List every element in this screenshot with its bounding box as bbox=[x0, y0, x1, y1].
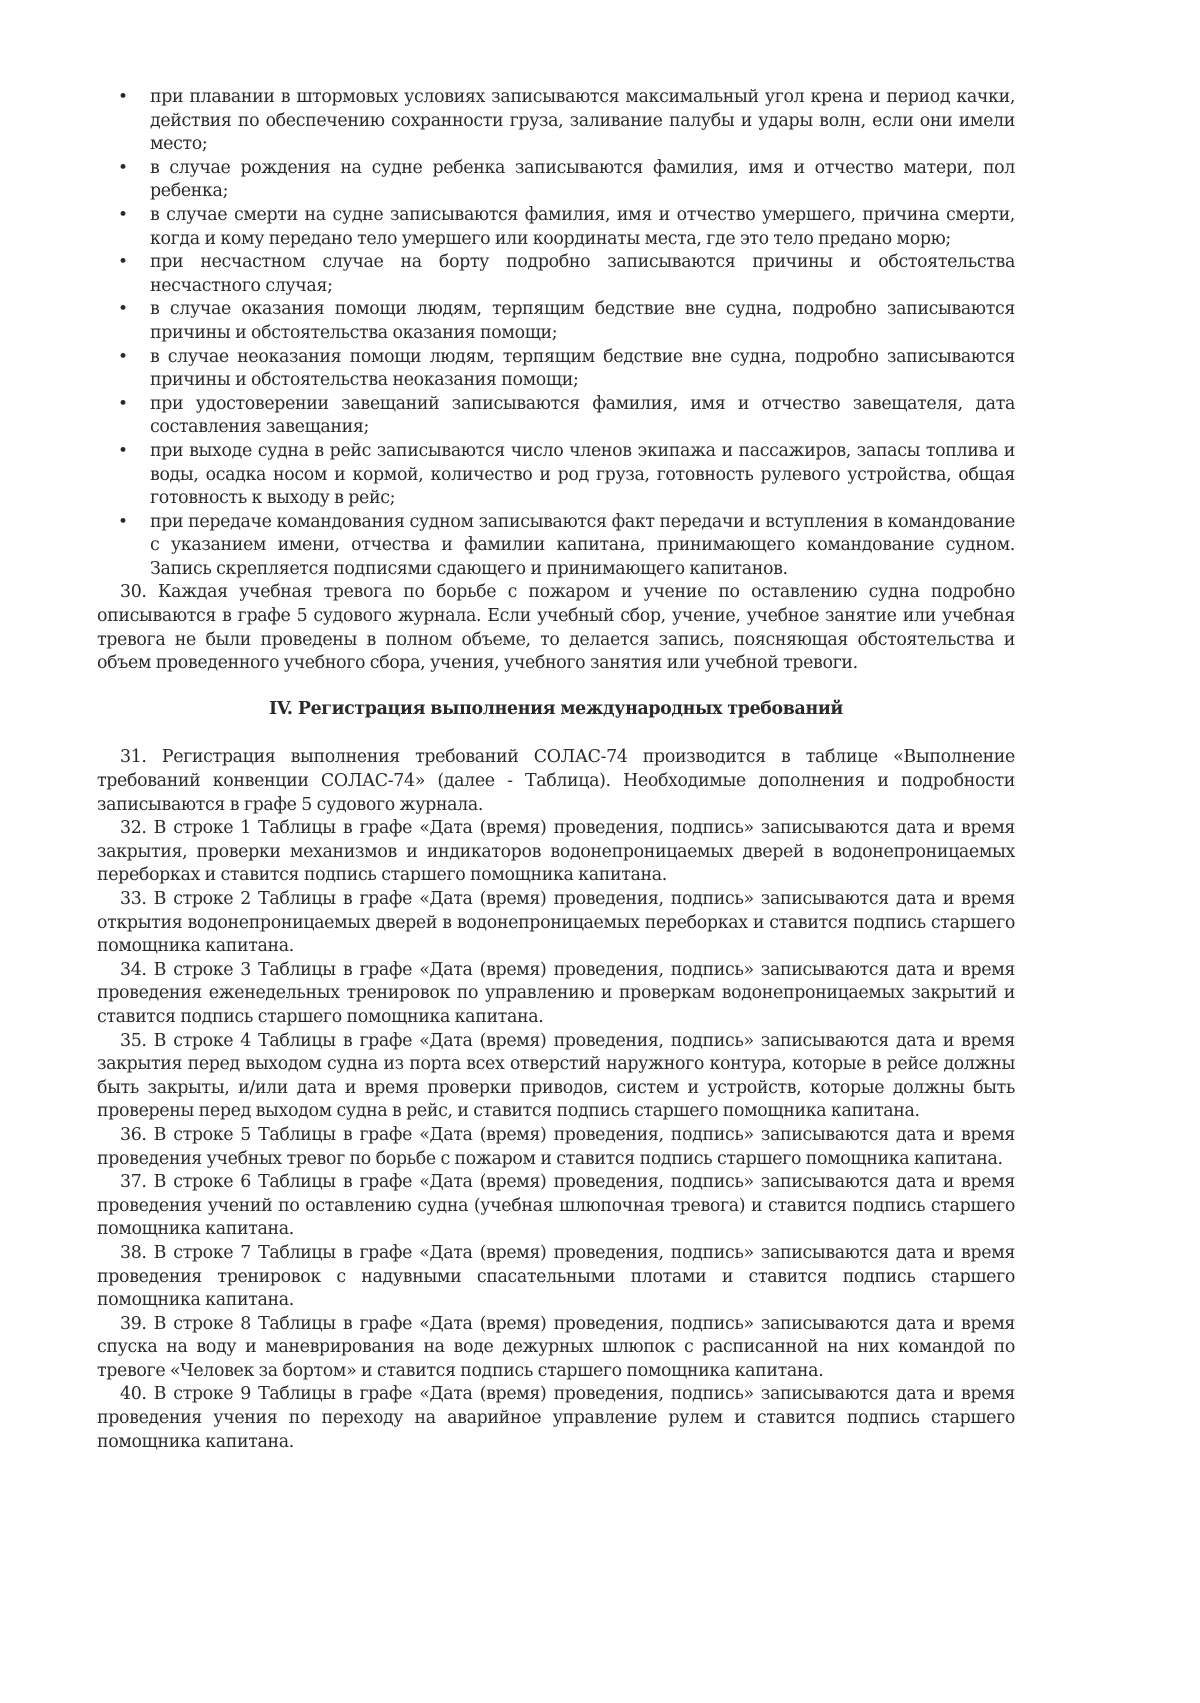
bullet-icon: • bbox=[118, 157, 128, 178]
paragraph-30: 30. Каждая учебная тревога по борьбе с пожаром и учение по оставлению судна подробно описываются в графе 5 судового журнала. Если учебный сбор, учение, учебное занятие или учебная тревога не были проведены в полном объеме, то делается запись, поясняющая обстоятельства и объем проведенного учебного сбора, учения, учебного занятия или учебной тревоги. bbox=[97, 582, 1015, 674]
list-item bbox=[97, 511, 1015, 582]
list-item bbox=[97, 393, 1015, 440]
paragraph-32: 32. В строке 1 Таблицы в графе «Дата (время) проведения, подпись» записываются дата и время закрытия, проверки механизмов и индикаторов водонепроницаемых дверей в водонепроницаемых переборках и ставится подпись старшего помощника капитана. bbox=[97, 818, 1015, 886]
document-page bbox=[97, 86, 1015, 1454]
bullet-icon: • bbox=[118, 87, 128, 107]
list-item-text: в случае неоказания помощи людям, терпящим бедствие вне судна, подробно записываются причины и обстоятельства неоказания помощи; bbox=[150, 346, 1015, 391]
bullet-icon: • bbox=[118, 511, 128, 532]
list-item-text: при несчастном случае на борту подробно записываются причины и обстоятельства несчастного случая; bbox=[150, 252, 1015, 296]
list-item-text: в случае рождения на судне ребенка записываются фамилия, имя и отчество матери, пол ребенка; bbox=[150, 157, 1015, 202]
list-item-text: при выходе судна в рейс записываются число членов экипажа и пассажиров, запасы топлива и воды, осадка носом и кормой, количество и род груза, готовность рулевого устройства, общая готовность к выходу в рейс; bbox=[150, 440, 1015, 509]
list-item-text: при удостоверении завещаний записываются фамилия, имя и отчество завещателя, дата составления завещания; bbox=[150, 393, 1015, 438]
bullet-icon: • bbox=[118, 346, 128, 367]
paragraph-37: 37. В строке 6 Таблицы в графе «Дата (время) проведения, подпись» записываются дата и время проведения учений по оставлению судна (учебная шлюпочная тревога) и ставится подпись старшего помощника капитана. bbox=[97, 1172, 1015, 1240]
list-item-text: в случае оказания помощи людям, терпящим бедствие вне судна, подробно записываются причины и обстоятельства оказания помощи; bbox=[150, 299, 1015, 343]
list-item bbox=[97, 157, 1015, 204]
list-item bbox=[97, 251, 1015, 298]
list-item-text: при плавании в штормовых условиях записываются максимальный угол крена и период качки, действия по обеспечению сохранности груза, заливание палубы и удары волн, если они имели место; bbox=[150, 87, 1015, 155]
list-item bbox=[97, 298, 1015, 345]
paragraph-40: 40. В строке 9 Таблицы в графе «Дата (время) проведения, подпись» записываются дата и время проведения учения по переходу на аварийное управление рулем и ставится подпись старшего помощника капитана. bbox=[97, 1384, 1015, 1452]
paragraph-35: 35. В строке 4 Таблицы в графе «Дата (время) проведения, подпись» записываются дата и время закрытия перед выходом судна из порта всех отверстий наружного контура, которые в рейсе должны быть закрыты, и/или дата и время проверки приводов, систем и устройств, которые должны быть проверены перед выходом судна в рейс, и ставится подпись старшего помощника капитана. bbox=[97, 1030, 1015, 1122]
bullet-icon: • bbox=[118, 252, 128, 273]
bullet-icon: • bbox=[118, 393, 128, 414]
paragraph-34: 34. В строке 3 Таблицы в графе «Дата (время) проведения, подпись» записываются дата и время проведения еженедельных тренировок по управлению и проверкам водонепроницаемых закрытий и ставится подпись старшего помощника капитана. bbox=[97, 959, 1015, 1027]
paragraph-31: 31. Регистрация выполнения требований СОЛАС-74 производится в таблице «Выполнение требований конвенции СОЛАС-74» (далее - Таблица). Необходимые дополнения и подробности записываются в графе 5 судового журнала. bbox=[97, 747, 1015, 815]
bullet-icon: • bbox=[118, 204, 128, 225]
bullet-icon: • bbox=[118, 440, 128, 461]
list-item bbox=[97, 346, 1015, 393]
list-item-text: в случае смерти на судне записываются фамилия, имя и отчество умершего, причина смерти, когда и кому передано тело умершего или координаты места, где это тело предано морю; bbox=[150, 204, 1015, 249]
paragraph-38: 38. В строке 7 Таблицы в графе «Дата (время) проведения, подпись» записываются дата и время проведения тренировок с надувными спасательными плотами и ставится подпись старшего помощника капитана. bbox=[97, 1242, 1015, 1311]
list-item-text: при передаче командования судном записываются факт передачи и вступления в командование с указанием имени, отчества и фамилии капитана, принимающего командование судном. Запись скрепляется подписями сдающего и принимающего капитанов. bbox=[150, 511, 1015, 579]
list-item bbox=[97, 86, 1015, 157]
bullet-list bbox=[97, 86, 1015, 581]
paragraph-33: 33. В строке 2 Таблицы в графе «Дата (время) проведения, подпись» записываются дата и время открытия водонепроницаемых дверей в водонепроницаемых переборках и ставится подпись старшего помощника капитана. bbox=[97, 889, 1015, 957]
paragraph-36: 36. В строке 5 Таблицы в графе «Дата (время) проведения, подпись» записываются дата и время проведения учебных тревог по борьбе с пожаром и ставится подпись старшего помощника капитана. bbox=[97, 1124, 1015, 1169]
list-item bbox=[97, 204, 1015, 251]
bullet-icon: • bbox=[118, 299, 128, 320]
paragraph-39: 39. В строке 8 Таблицы в графе «Дата (время) проведения, подпись» записываются дата и время спуска на воду и маневрирования на воде дежурных шлюпок с расписанной на них командой по тревоге «Человек за бортом» и ставится подпись старшего помощника капитана. bbox=[97, 1313, 1015, 1381]
list-item bbox=[97, 440, 1015, 511]
section-heading: IV. Регистрация выполнения международных требований bbox=[269, 698, 843, 719]
